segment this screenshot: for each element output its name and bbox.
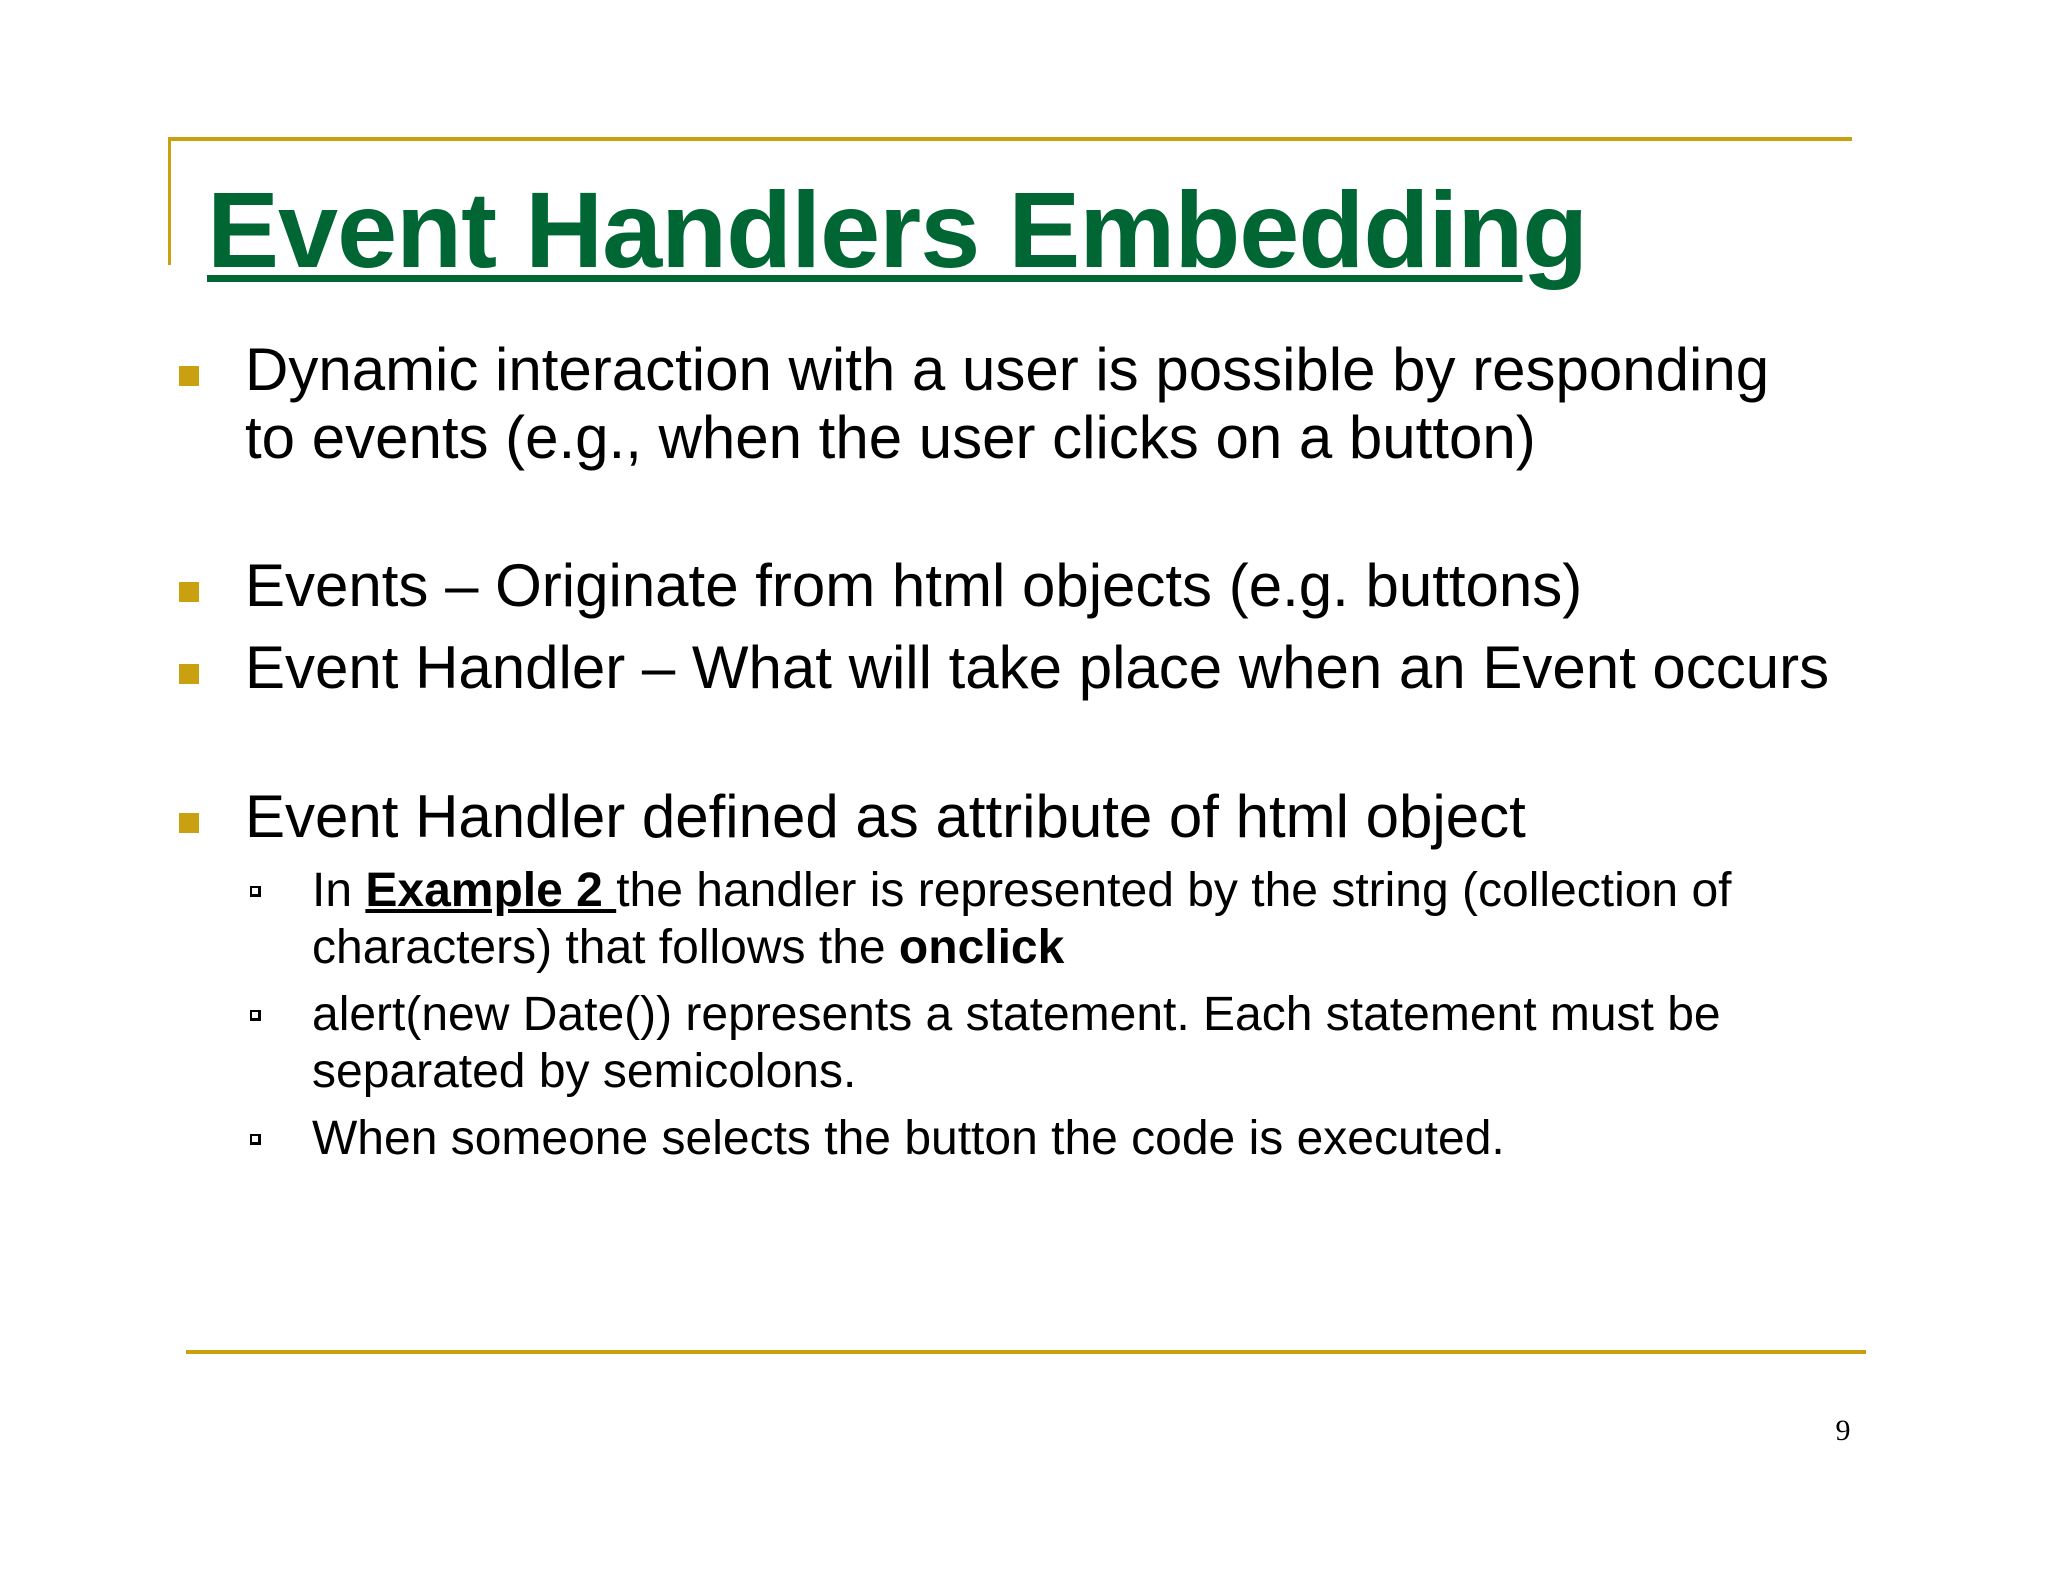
sub-bullet-text: the handler is represented by the string (collection of characters) that follows the — [312, 864, 1732, 974]
sub-bullet-text: When someone selects the button the code is executed. — [312, 1112, 1505, 1165]
hollow-square-bullet-icon — [250, 1010, 261, 1021]
title-frame-left-rule — [168, 137, 171, 265]
bullet-text: Events – Originate from html objects (e.g. buttons) — [245, 552, 1583, 619]
bullet-item — [245, 336, 1835, 472]
sub-bullet-text: alert(new Date()) represents a statement. Each statement must be separated by semicolons. — [312, 988, 1721, 1098]
sub-bullet-item — [312, 986, 1852, 1100]
square-bullet-icon — [179, 366, 199, 386]
sub-bullet-item — [312, 862, 1852, 976]
bullet-text: Event Handler defined as attribute of html object — [245, 783, 1526, 850]
page-number: 9 — [1835, 1414, 1851, 1447]
slide-title: Event Handlers Embedding — [207, 169, 1588, 290]
sub-bullet-prefix: In — [312, 864, 366, 917]
bullet-item — [245, 783, 1835, 851]
bullet-item — [245, 552, 1835, 620]
onclick-keyword: onclick — [898, 921, 1065, 974]
square-bullet-icon — [179, 582, 199, 602]
hollow-square-bullet-icon — [250, 1134, 261, 1145]
footer-rule — [186, 1350, 1866, 1354]
hollow-square-bullet-icon — [250, 886, 261, 897]
bullet-item — [245, 634, 1835, 702]
bullet-text: Dynamic interaction with a user is possible by responding to events (e.g., when the user clicks on a button) — [245, 336, 1770, 471]
sub-bullet-item — [312, 1110, 1852, 1167]
square-bullet-icon — [179, 813, 199, 833]
bullet-text: Event Handler – What will take place when an Event occurs — [245, 634, 1830, 701]
title-frame-top-rule — [168, 137, 1852, 141]
example-2-link[interactable]: Example 2 — [365, 864, 617, 917]
square-bullet-icon — [179, 664, 199, 684]
